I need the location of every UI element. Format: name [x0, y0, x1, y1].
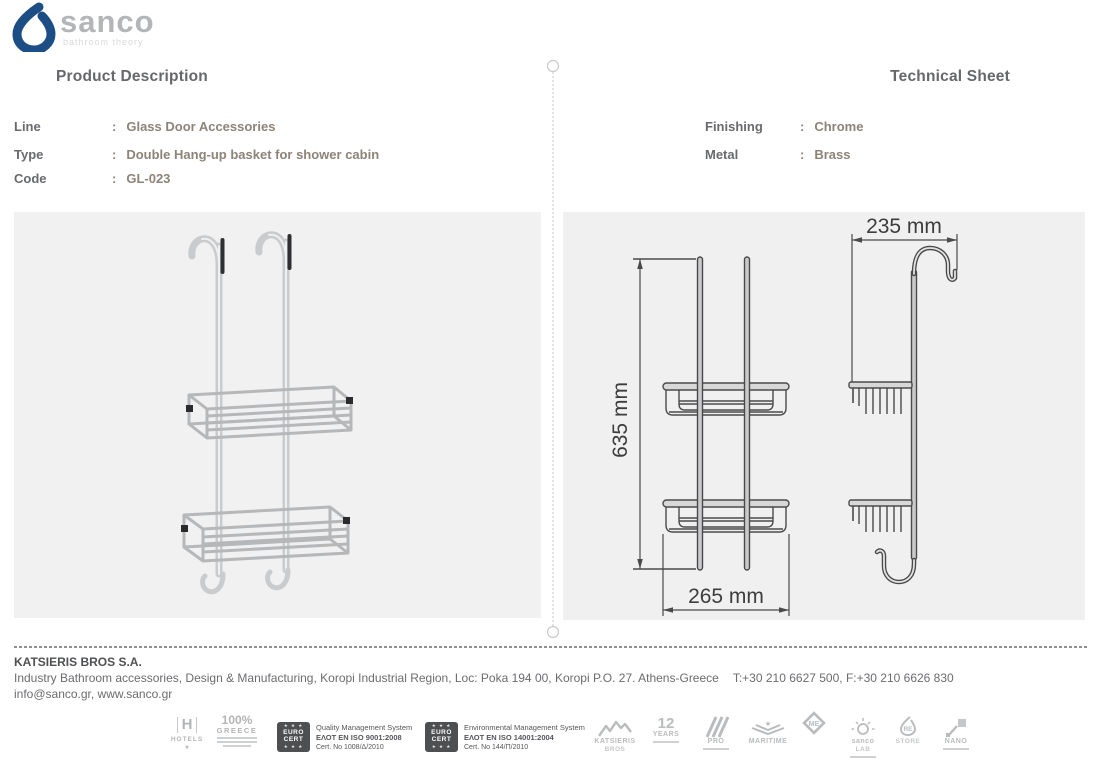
technical-drawing: [563, 212, 1085, 620]
eurocert-badge-icon: ★ ★ ★ EURO CERT ★ ★ ★: [425, 722, 458, 752]
field-value: Double Hang-up basket for shower cabin: [126, 147, 380, 162]
field-separator: :: [112, 171, 117, 186]
technical-sheet-title: Technical Sheet: [890, 68, 1010, 85]
hotels-icon: H: [177, 717, 198, 733]
pro-logo: PRO: [693, 716, 739, 750]
field-separator: :: [800, 147, 805, 162]
product-description-title: Product Description: [56, 68, 208, 85]
field-value: Chrome: [814, 119, 864, 134]
field-code: [14, 171, 170, 186]
12-years-logo: 12 YEARS: [643, 716, 689, 743]
dimension-drawing: [563, 212, 1085, 620]
re-store-logo: RE STORE: [885, 716, 931, 746]
field-label: Finishing: [705, 119, 763, 134]
sun-icon: [840, 716, 886, 738]
height-dimension-label: 635 mm: [609, 382, 632, 458]
fine-print-bar: [850, 756, 876, 758]
company-name: KATSIERIS BROS S.A.: [14, 655, 142, 669]
iso9001-certification: Quality Management System ΕΛΟΤ EN ISO 9001:2008 Cert. No 1008/Δ/2010: [316, 723, 413, 752]
mountains-icon: [592, 716, 638, 738]
droplet-icon: [885, 716, 931, 738]
brand-name: sanco: [60, 4, 155, 39]
svg-text:RE: RE: [903, 726, 913, 733]
footer-divider: [14, 646, 1088, 648]
field-value: Brass: [814, 147, 851, 162]
diamond-icon: [791, 716, 837, 738]
field-type: [14, 147, 379, 162]
width-dimension-label: 265 mm: [688, 585, 764, 608]
field-value: Glass Door Accessories: [126, 119, 276, 134]
field-value: GL-023: [126, 171, 171, 186]
double-basket-photo-illustration: [14, 212, 541, 618]
phone-numbers: T:+30 210 6627 500, F:+30 210 6626 830: [732, 671, 954, 685]
fine-print-bar: [943, 748, 969, 750]
pixel-sparkle-icon: [933, 716, 979, 738]
brand-tagline: bathroom theory: [63, 37, 144, 47]
field-label: Line: [14, 119, 41, 134]
fine-print-bar: [653, 741, 679, 743]
field-label: Metal: [705, 147, 739, 162]
hotels-logo: H HOTELS ★: [167, 716, 207, 751]
product-photo: [14, 212, 541, 618]
number-12-icon: 12: [657, 715, 675, 732]
contact-links: info@sanco.gr, www.sanco.gr: [14, 687, 173, 701]
maritime-logo: ★ MARITIME: [745, 716, 791, 746]
field-separator: :: [112, 147, 117, 162]
iso14001-certification: Environmental Management System ΕΛΟΤ EN ISO 14001:2004 Cert. No 144/Π/2010: [464, 723, 585, 752]
svg-text:★: ★: [764, 721, 772, 728]
field-metal: [705, 147, 850, 162]
field-finishing: [705, 119, 863, 134]
water-drop-icon: [12, 2, 58, 52]
diagonal-stripes-icon: [693, 716, 739, 738]
fine-print-bar: [217, 737, 257, 739]
field-separator: :: [112, 119, 117, 134]
100-percent-greece-logo: 100% GREECE: [213, 714, 261, 747]
field-separator: :: [800, 119, 805, 134]
star-icon: ★: [184, 745, 190, 751]
field-line: [14, 119, 275, 134]
field-label: Type: [14, 147, 44, 162]
sanco-lab-logo: sanco LAB: [840, 716, 886, 758]
winged-star-icon: [745, 716, 791, 738]
center-divider: [544, 58, 562, 642]
company-address: [14, 671, 954, 685]
fine-print-bar: [223, 745, 251, 747]
eurocert-badge-icon: ★ ★ ★ EURO CERT ★ ★ ★: [277, 722, 310, 752]
nano-logo: NANO: [933, 716, 979, 750]
fine-print-bar: [703, 748, 729, 750]
fine-print-bar: [217, 741, 257, 743]
katsieris-bros-logo: KATSIERIS BROS: [592, 716, 638, 754]
svg-text:ME: ME: [808, 721, 820, 728]
address-text: Industry Bathroom accessories, Design & Manufacturing, Koropi Industrial Region, Loc: Poka 194 00, Koropi P.O. 27. Athens-Greece: [14, 671, 719, 685]
brand-logo: [12, 2, 212, 52]
depth-dimension-label: 235 mm: [866, 215, 942, 238]
me-diamond-logo: [791, 716, 837, 738]
field-label: Code: [14, 171, 47, 186]
